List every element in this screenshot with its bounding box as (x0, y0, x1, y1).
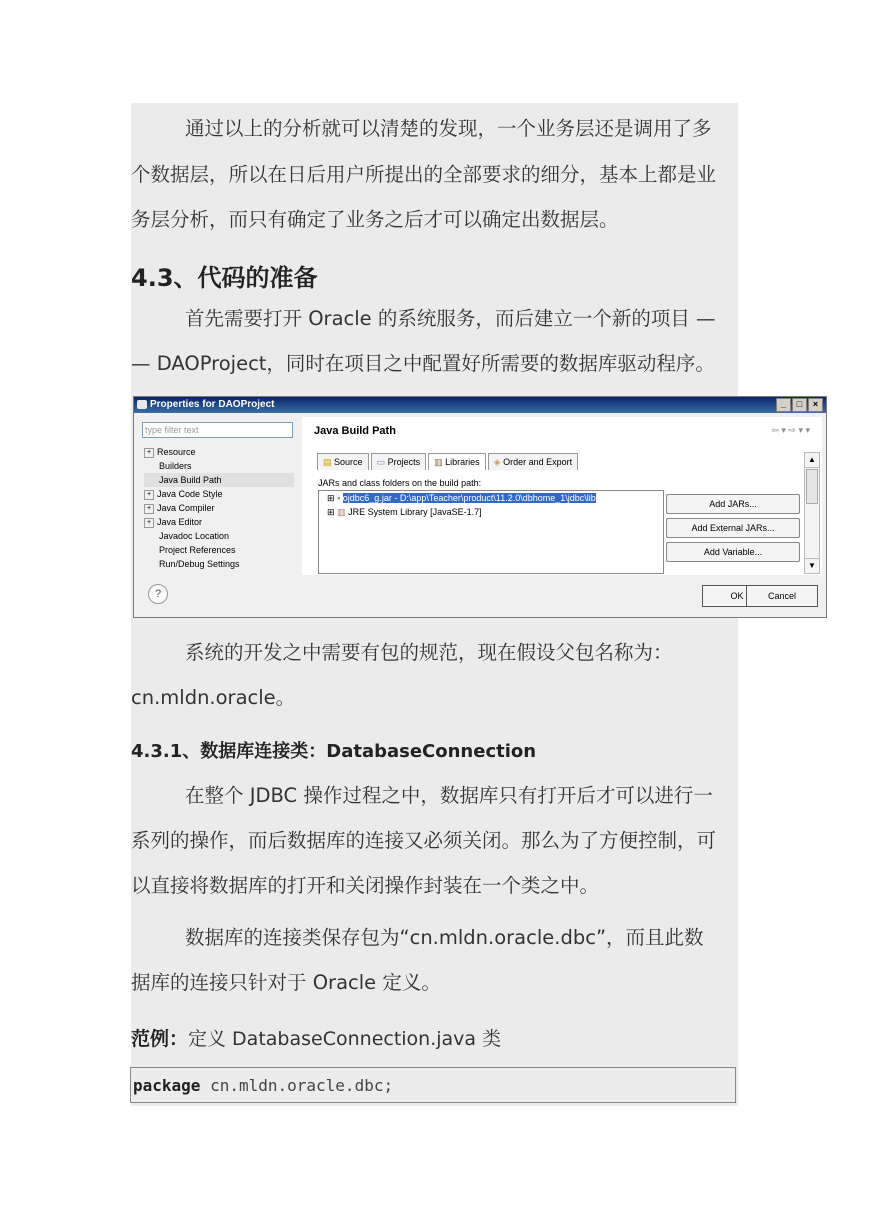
scroll-down-icon[interactable]: ▼ (805, 558, 819, 573)
example-label: 范例： (131, 1028, 189, 1050)
dialog-titlebar (134, 397, 826, 413)
library-icon: ▥ (337, 507, 346, 517)
scroll-up-icon[interactable]: ▲ (805, 453, 819, 468)
libraries-icon: ▥ (434, 457, 443, 467)
tree-item-java-editor[interactable]: + Java Editor (144, 515, 294, 529)
tab-projects[interactable]: ▭ Projects (371, 453, 427, 470)
dialog-title: Properties for DAOProject (150, 399, 275, 410)
add-external-jars-button[interactable]: Add External JARs... (666, 518, 800, 538)
expand-icon[interactable]: + (144, 490, 154, 500)
paragraph-line: 个数据层，所以在日后用户所提出的全部要求的细分，基本上都是业 (131, 163, 717, 186)
scroll-thumb[interactable] (806, 469, 818, 504)
preference-tree (144, 445, 294, 571)
jar-icon: ▪ (337, 493, 341, 503)
tree-item-project-references[interactable]: Project References (159, 545, 236, 555)
cancel-button[interactable]: Cancel (746, 585, 818, 607)
tree-item-java-build-path[interactable]: Java Build Path (144, 473, 294, 487)
list-item[interactable]: ⊞ ▥ JRE System Library [JavaSE-1.7] (327, 507, 482, 517)
tab-source[interactable]: ▤ Source (317, 453, 369, 470)
example-caption (131, 1024, 501, 1051)
tree-item-java-compiler[interactable]: + Java Compiler (144, 501, 294, 515)
expand-icon[interactable]: ⊞ (327, 493, 335, 503)
paragraph-line: cn.mldn.oracle。 (131, 686, 296, 709)
paragraph-line: 在整个 JDBC 操作过程之中，数据库只有打开后才可以进行一 (185, 784, 713, 807)
add-jars-button[interactable]: Add JARs... (666, 494, 800, 514)
maximize-icon[interactable]: □ (792, 398, 807, 412)
tab-order-and-export[interactable]: ◈ Order and Export (488, 453, 578, 470)
tab-bar (317, 453, 580, 470)
paragraph-line: 系统的开发之中需要有包的规范，现在假设父包名称为： (185, 641, 673, 664)
expand-icon[interactable]: + (144, 448, 154, 458)
tree-item-resource[interactable]: + Resource (144, 445, 294, 459)
paragraph-line: 以直接将数据库的打开和关闭操作封装在一个类之中。 (131, 874, 600, 897)
close-icon[interactable]: × (808, 398, 823, 412)
paragraph-line: 首先需要打开 Oracle 的系统服务，而后建立一个新的项目 — (185, 307, 716, 330)
code-keyword: package (133, 1076, 201, 1095)
scrollbar[interactable] (804, 452, 820, 574)
paragraph-line: 通过以上的分析就可以清楚的发现，一个业务层还是调用了多 (185, 117, 712, 140)
paragraph-line: 系列的操作，而后数据库的连接又必须关闭。那么为了方便控制，可 (131, 829, 717, 852)
paragraph-line: — DAOProject，同时在项目之中配置好所需要的数据库驱动程序。 (131, 352, 715, 375)
tree-item-run-debug-settings[interactable]: Run/Debug Settings (159, 559, 240, 569)
properties-dialog (133, 396, 827, 618)
section-heading-4-3: 4.3、代码的准备 (131, 264, 318, 292)
list-item[interactable]: ⊞ ▪ ojdbc6_g.jar - D:\app\Teacher\product\11.2.0\dbhome_1\jdbc\lib (327, 493, 596, 503)
ok-button[interactable]: OK (702, 585, 772, 607)
section-header (302, 417, 822, 444)
projects-icon: ▭ (376, 457, 386, 467)
tab-libraries[interactable]: ▥ Libraries (428, 453, 486, 470)
nav-arrows-icon[interactable]: ⇦ ▾ ⇨ ▾ ▾ (771, 425, 810, 435)
help-icon[interactable]: ? (148, 584, 168, 604)
filter-input[interactable]: type filter text (142, 422, 293, 438)
section-title: Java Build Path (314, 425, 396, 437)
paragraph-line: 据库的连接只针对于 Oracle 定义。 (131, 971, 441, 994)
code-text: cn.mldn.oracle.dbc; (200, 1076, 394, 1095)
paragraph-line: 数据库的连接类保存包为“cn.mldn.oracle.dbc”，而且此数 (185, 926, 704, 949)
add-variable-button[interactable]: Add Variable... (666, 542, 800, 562)
expand-icon[interactable]: + (144, 518, 154, 528)
tree-item-builders[interactable]: Builders (159, 461, 192, 471)
example-text: 定义 DatabaseConnection.java 类 (188, 1028, 502, 1050)
eclipse-icon (137, 400, 147, 409)
paragraph-line: 务层分析，而只有确定了业务之后才可以确定出数据层。 (131, 208, 619, 231)
jar-list-label: JARs and class folders on the build path: (318, 478, 482, 488)
jar-list (318, 490, 664, 574)
source-folder-icon: ▤ (323, 457, 332, 467)
minimize-icon[interactable]: _ (776, 398, 791, 412)
tree-item-javadoc-location[interactable]: Javadoc Location (159, 531, 230, 541)
expand-icon[interactable]: ⊞ (327, 507, 335, 517)
code-block (130, 1067, 736, 1103)
order-icon: ◈ (493, 457, 501, 467)
section-heading-4-3-1: 4.3.1、数据库连接类：DatabaseConnection (131, 741, 537, 762)
tree-item-java-code-style[interactable]: + Java Code Style (144, 487, 294, 501)
expand-icon[interactable]: + (144, 504, 154, 514)
